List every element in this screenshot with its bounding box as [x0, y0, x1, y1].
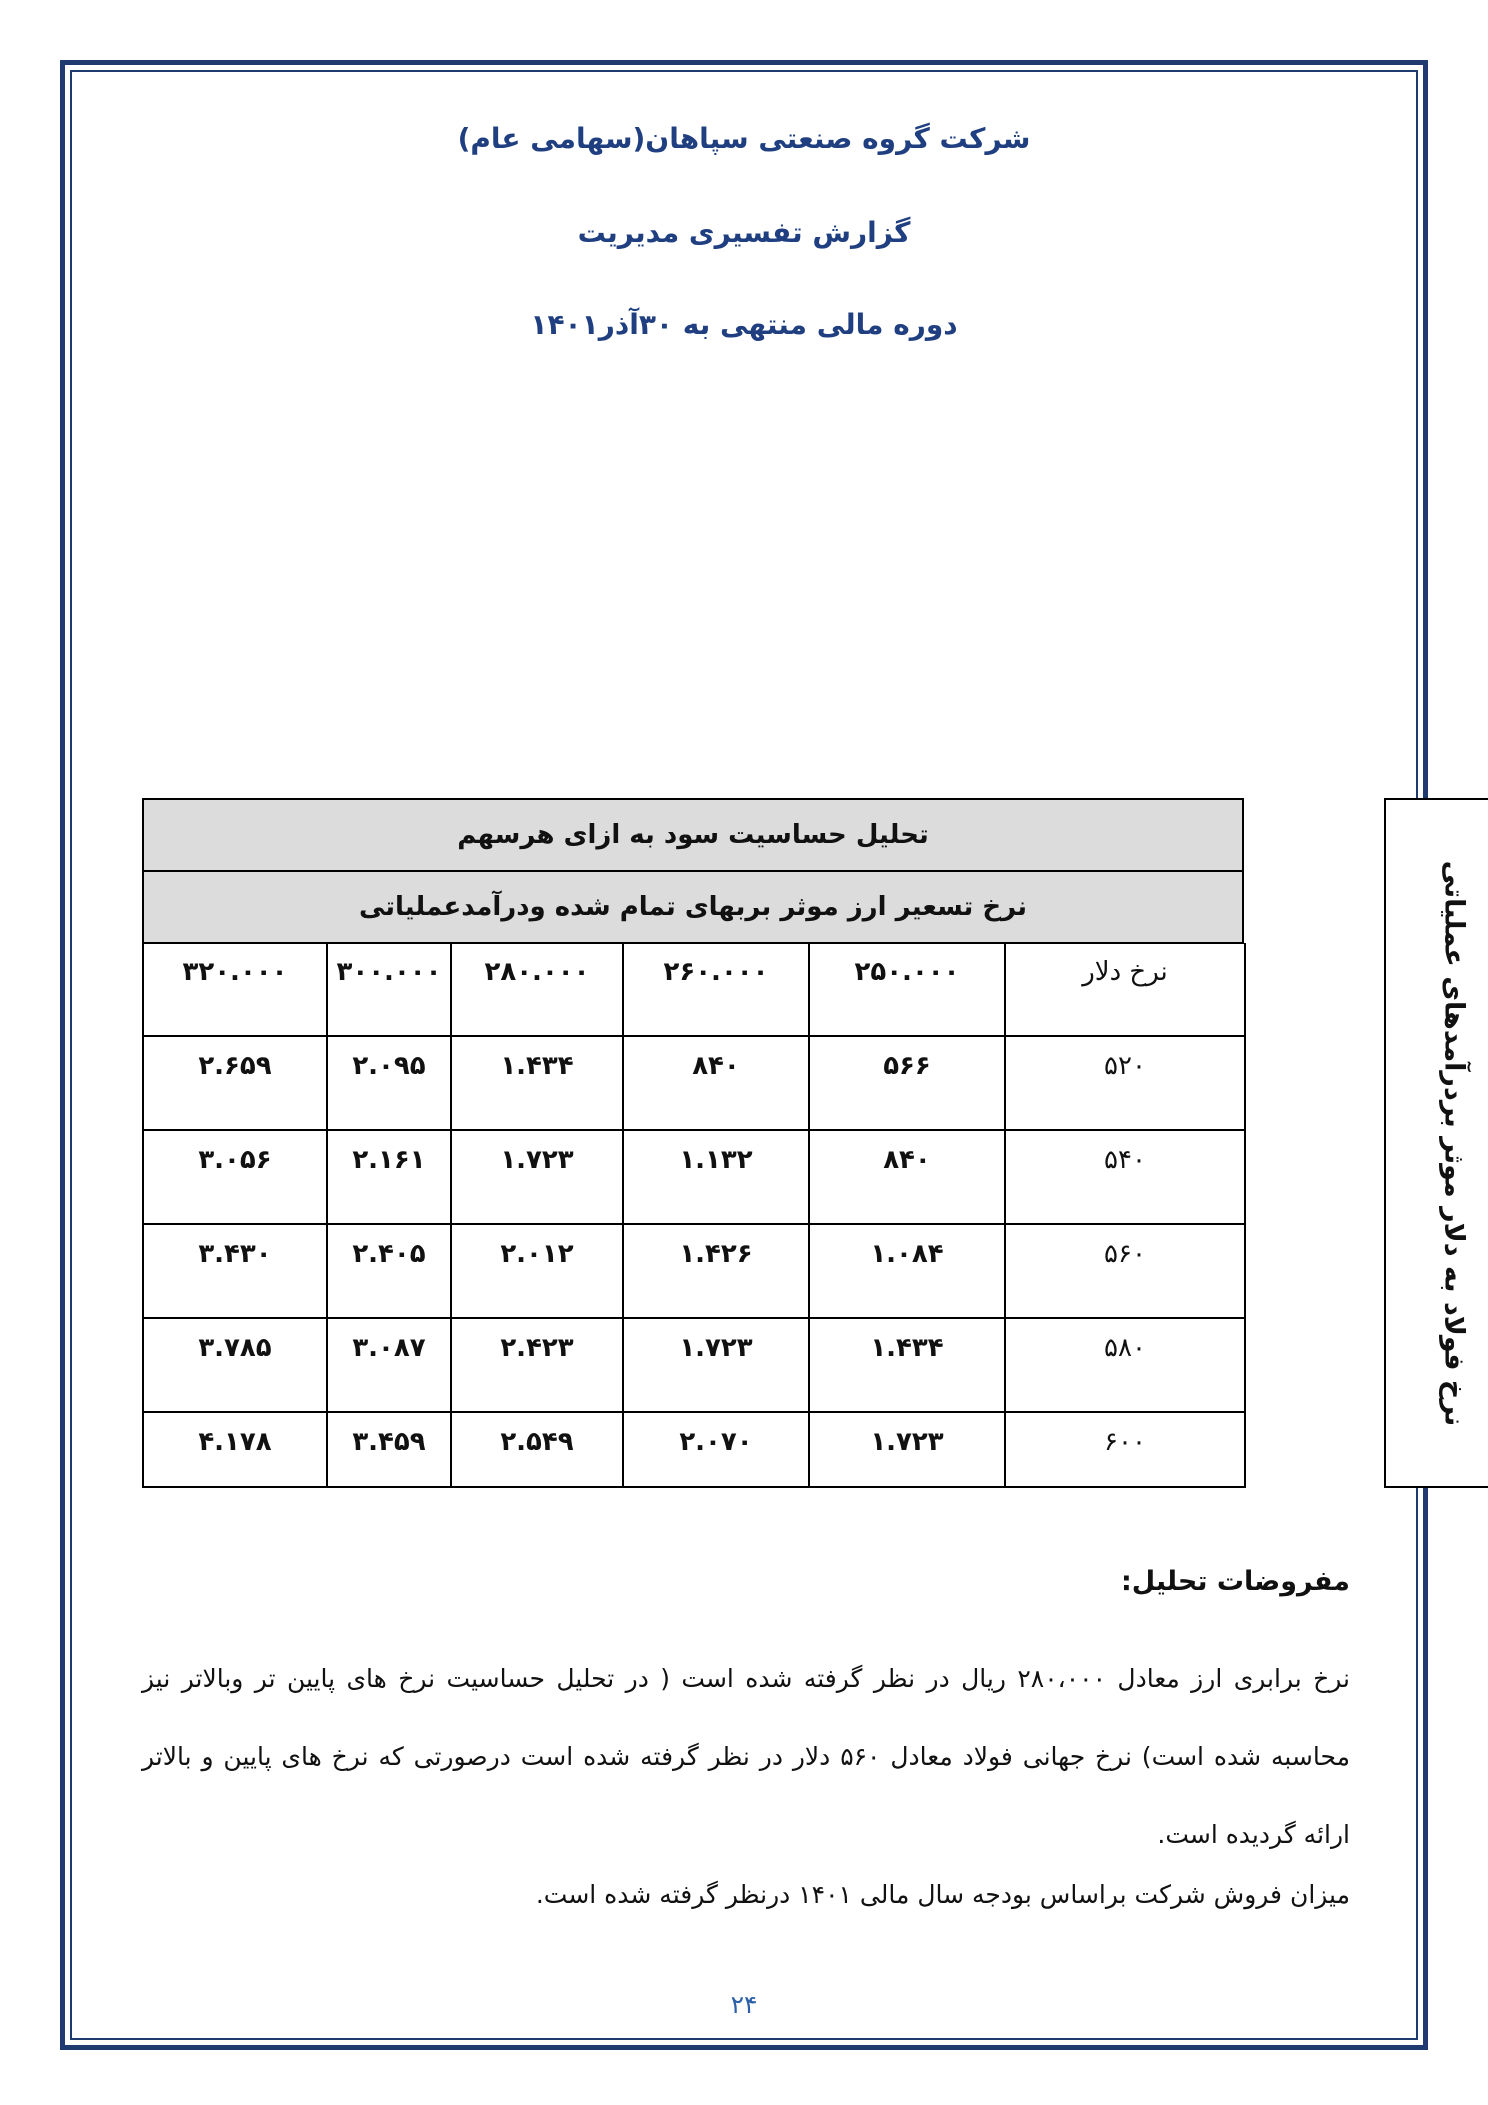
- table-cell: ۱.۴۳۴: [452, 1037, 624, 1131]
- assumptions-heading: مفروضات تحلیل:: [1120, 1566, 1350, 1597]
- table-cell: ۲.۰۹۵: [328, 1037, 452, 1131]
- table-cell: ۲.۱۶۱: [328, 1131, 452, 1225]
- table-cell: ۵۸۰: [1006, 1319, 1246, 1413]
- table-cell: ۵۶۶: [810, 1037, 1006, 1131]
- table-cell: ۱.۰۸۴: [810, 1225, 1006, 1319]
- table-cell: ۳.۴۵۹: [328, 1413, 452, 1488]
- report-title: گزارش تفسیری مدیریت: [577, 216, 911, 249]
- table-cell: ۱.۴۲۶: [624, 1225, 810, 1319]
- table-header-cell: ۳۰۰.۰۰۰: [328, 943, 452, 1037]
- table-cell: ۲.۰۷۰: [624, 1413, 810, 1488]
- table-cell: ۳.۰۵۶: [144, 1131, 328, 1225]
- table-row: [144, 1319, 1246, 1413]
- table-header-cell: ۲۵۰.۰۰۰: [810, 943, 1006, 1037]
- table-cell: ۸۴۰: [810, 1131, 1006, 1225]
- table-cell: ۲.۵۴۹: [452, 1413, 624, 1488]
- table-cell: ۸۴۰: [624, 1037, 810, 1131]
- side-label: نرخ فولاد به دلار موثر بردرآمدهای عملیاتی: [1438, 860, 1470, 1426]
- sensitivity-table: [142, 798, 1470, 1488]
- assumptions-paragraph-2: میزان فروش شرکت براساس بودجه سال مالی ۱۴۰۱ درنظر گرفته شده است.: [535, 1880, 1350, 1909]
- table-cell: ۱.۷۲۳: [452, 1131, 624, 1225]
- table-title: تحلیل حساسیت سود به ازای هرسهم: [142, 798, 1244, 872]
- assumptions-paragraph-1: نرخ برابری ارز معادل ۲۸۰،۰۰۰ ریال در نظر گرفته شده است ( در تحلیل حساسیت نرخ های پایین تر وبالاتر نیز محاسبه شده است) نرخ جهانی فولاد معادل ۵۶۰ دلار در نظر گرفته شده است درصورتی که نرخ های پایین و بالاتر ارائه گردیده است.: [142, 1664, 1351, 1849]
- side-label-container: [1384, 798, 1488, 1488]
- table-row: [144, 1225, 1246, 1319]
- table-cell: ۶۰۰: [1006, 1413, 1246, 1488]
- table-cell: ۳.۴۳۰: [144, 1225, 328, 1319]
- table-cell: ۳.۰۸۷: [328, 1319, 452, 1413]
- table-cell: ۵۶۰: [1006, 1225, 1246, 1319]
- table-cell: ۲.۴۲۳: [452, 1319, 624, 1413]
- table-row: [144, 1037, 1246, 1131]
- table-cell: ۲.۴۰۵: [328, 1225, 452, 1319]
- company-title: شرکت گروه صنعتی سپاهان(سهامی عام): [457, 122, 1031, 155]
- table-cell: ۱.۴۳۴: [810, 1319, 1006, 1413]
- table-header-cell: نرخ دلار: [1006, 943, 1246, 1037]
- table-header-cell: ۳۲۰.۰۰۰: [144, 943, 328, 1037]
- page-number: ۲۴: [730, 1990, 758, 2019]
- table-cell: ۵۴۰: [1006, 1131, 1246, 1225]
- table-row: [144, 1413, 1246, 1488]
- table-cell: ۱.۱۳۲: [624, 1131, 810, 1225]
- table-grid: [142, 943, 1244, 1488]
- table-cell: ۳.۷۸۵: [144, 1319, 328, 1413]
- table-cell: ۲.۶۵۹: [144, 1037, 328, 1131]
- table-header-cell: ۲۸۰.۰۰۰: [452, 943, 624, 1037]
- table-header-row: [144, 943, 1246, 1037]
- table-cell: ۱.۷۲۳: [624, 1319, 810, 1413]
- period-title: دوره مالی منتهی به ۳۰آذر۱۴۰۱: [530, 308, 958, 341]
- table-cell: ۲.۰۱۲: [452, 1225, 624, 1319]
- table-row: [144, 1131, 1246, 1225]
- table-cell: ۵۲۰: [1006, 1037, 1246, 1131]
- table-header-cell: ۲۶۰.۰۰۰: [624, 943, 810, 1037]
- table-subtitle: نرخ تسعیر ارز موثر بربهای تمام شده ودرآمدعملیاتی: [142, 870, 1244, 944]
- table-cell: ۴.۱۷۸: [144, 1413, 328, 1488]
- table-cell: ۱.۷۲۳: [810, 1413, 1006, 1488]
